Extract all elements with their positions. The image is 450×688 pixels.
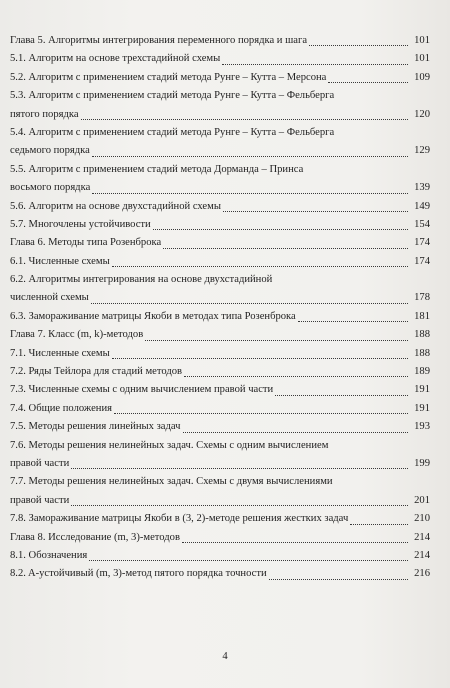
toc-entry <box>10 32 430 50</box>
toc-leader-dots <box>81 119 408 120</box>
toc-entry-title: 7.1. Численные схемы <box>10 347 110 359</box>
toc-entry-title: 7.5. Методы решения линейных задач <box>10 421 181 433</box>
toc-entry-title: 7.7. Методы решения нелинейных задач. Схемы с двумя вычислениями <box>10 476 333 488</box>
toc-entry-page: 191 <box>414 402 430 414</box>
toc-entry-title: 5.6. Алгоритм на основе двухстадийной схемы <box>10 200 221 212</box>
toc-leader-dots <box>112 358 408 359</box>
toc-entry <box>10 400 430 418</box>
toc-entry <box>10 253 430 271</box>
toc-entry-title: Глава 5. Алгоритмы интегрирования переменного порядка и шага <box>10 34 308 46</box>
toc-entry <box>10 161 430 198</box>
toc-entry-continuation <box>10 179 430 197</box>
toc-entry-page: 120 <box>414 108 430 120</box>
toc-entry-page: 201 <box>414 494 430 506</box>
toc-entry-title: 7.8. Замораживание матрицы Якоби в (3, 2)-методе решения жестких задач <box>10 513 349 525</box>
toc-entry-continuation <box>10 106 430 124</box>
toc-entry-page: 174 <box>414 255 430 267</box>
toc-entry <box>10 510 430 528</box>
toc-entry-page: 214 <box>414 531 430 543</box>
toc-leader-dots <box>328 82 408 83</box>
toc-entry-page: 149 <box>414 200 430 212</box>
toc-leader-dots <box>145 340 408 341</box>
toc-entry-title: Глава 6. Методы типа Розенброка <box>10 237 162 249</box>
toc-entry-title-cont: пятого порядка <box>10 108 79 120</box>
toc-entry-title: 6.3. Замораживание матрицы Якоби в методах типа Розенброка <box>10 310 296 322</box>
toc-entry-continuation <box>10 289 430 307</box>
toc-entry-page: 101 <box>414 53 430 65</box>
toc-entry-title: 8.1. Обозначения <box>10 549 88 561</box>
toc-entry-title-cont: седьмого порядка <box>10 145 90 157</box>
toc-entry <box>10 234 430 252</box>
toc-entry <box>10 345 430 363</box>
toc-entry <box>10 381 430 399</box>
toc-entry-page: 188 <box>414 347 430 359</box>
page-number: 4 <box>222 651 228 662</box>
toc-entry-title: 7.2. Ряды Тейлора для стадий методов <box>10 366 183 378</box>
toc-entry <box>10 565 430 583</box>
toc-leader-dots <box>183 432 409 433</box>
toc-leader-dots <box>153 229 408 230</box>
toc-entry-page: 129 <box>414 145 430 157</box>
toc-entry-page: 191 <box>414 384 430 396</box>
toc-entry-title: 8.2. A-устойчивый (m, 3)-метод пятого порядка точности <box>10 568 267 580</box>
toc-leader-dots <box>182 542 408 543</box>
toc-leader-dots <box>184 376 408 377</box>
toc-entry-title: 5.7. Многочлены устойчивости <box>10 218 151 230</box>
toc-leader-dots <box>71 468 408 469</box>
toc-leader-dots <box>163 248 408 249</box>
toc-entry-title: 5.1. Алгоритм на основе трехстадийной схемы <box>10 53 221 65</box>
toc-entry-title: Глава 8. Исследование (m, 3)-методов <box>10 531 180 543</box>
toc-leader-dots <box>223 211 408 212</box>
toc-entry <box>10 308 430 326</box>
toc-entry-title: 5.5. Алгоритм с применением стадий метода Дорманда – Принса <box>10 163 304 175</box>
toc-entry-title: 5.4. Алгоритм с применением стадий метода Рунге – Кутта – Фельберга <box>10 126 335 138</box>
toc-leader-dots <box>89 560 408 561</box>
toc-entry-title: 5.3. Алгоритм с применением стадий метода Рунге – Кутта – Фельберга <box>10 90 335 102</box>
toc-leader-dots <box>92 193 408 194</box>
toc-entry-title-cont: восьмого порядка <box>10 182 91 194</box>
toc-entry <box>10 87 430 124</box>
toc-leader-dots <box>222 64 408 65</box>
toc-entry-title-cont: численной схемы <box>10 292 89 304</box>
toc-entry-title: Глава 7. Класс (m, k)-методов <box>10 329 144 341</box>
toc-entry-page: 154 <box>414 218 430 230</box>
toc-entry-page: 109 <box>414 71 430 83</box>
toc-entry-continuation <box>10 492 430 510</box>
toc-leader-dots <box>309 45 408 46</box>
toc-leader-dots <box>91 303 408 304</box>
toc-entry <box>10 547 430 565</box>
toc-entry-page: 174 <box>414 237 430 249</box>
toc-leader-dots <box>112 266 408 267</box>
toc-entry-title: 5.2. Алгоритм с применением стадий метода Рунге – Кутта – Мерсона <box>10 71 327 83</box>
toc-entry-continuation <box>10 142 430 160</box>
toc-entry <box>10 473 430 510</box>
toc-entry <box>10 529 430 547</box>
toc-entry-page: 101 <box>414 34 430 46</box>
toc-entry <box>10 363 430 381</box>
toc-entry-page: 199 <box>414 457 430 469</box>
toc-entry-title: 7.4. Общие положения <box>10 402 112 414</box>
toc-leader-dots <box>298 321 408 322</box>
toc-entry <box>10 271 430 308</box>
toc-entry-continuation <box>10 455 430 473</box>
toc-leader-dots <box>71 505 408 506</box>
toc-entry-page: 214 <box>414 549 430 561</box>
toc-entry-page: 181 <box>414 310 430 322</box>
toc-leader-dots <box>114 413 408 414</box>
toc-entry-title-cont: правой части <box>10 457 70 469</box>
toc-entry-page: 216 <box>414 568 430 580</box>
toc-entry-title: 6.2. Алгоритмы интегрирования на основе двухстадийной <box>10 274 273 286</box>
toc-entry <box>10 437 430 474</box>
toc-entry-title: 7.3. Численные схемы с одним вычислением правой части <box>10 384 274 396</box>
toc-entry-page: 189 <box>414 366 430 378</box>
toc-entry <box>10 198 430 216</box>
toc-entry <box>10 326 430 344</box>
toc-entry <box>10 418 430 436</box>
toc-entry <box>10 216 430 234</box>
table-of-contents <box>10 32 430 584</box>
toc-entry-title: 6.1. Численные схемы <box>10 255 110 267</box>
toc-entry-page: 188 <box>414 329 430 341</box>
toc-leader-dots <box>275 395 408 396</box>
toc-entry-page: 193 <box>414 421 430 433</box>
toc-leader-dots <box>92 156 408 157</box>
toc-entry-page: 139 <box>414 182 430 194</box>
toc-entry <box>10 124 430 161</box>
toc-entry-title: 7.6. Методы решения нелинейных задач. Схемы с одним вычислением <box>10 439 329 451</box>
toc-entry <box>10 69 430 87</box>
toc-entry-title-cont: правой части <box>10 494 70 506</box>
toc-leader-dots <box>350 524 408 525</box>
toc-entry-page: 210 <box>414 513 430 525</box>
toc-entry-page: 178 <box>414 292 430 304</box>
toc-leader-dots <box>269 579 408 580</box>
toc-entry <box>10 50 430 68</box>
